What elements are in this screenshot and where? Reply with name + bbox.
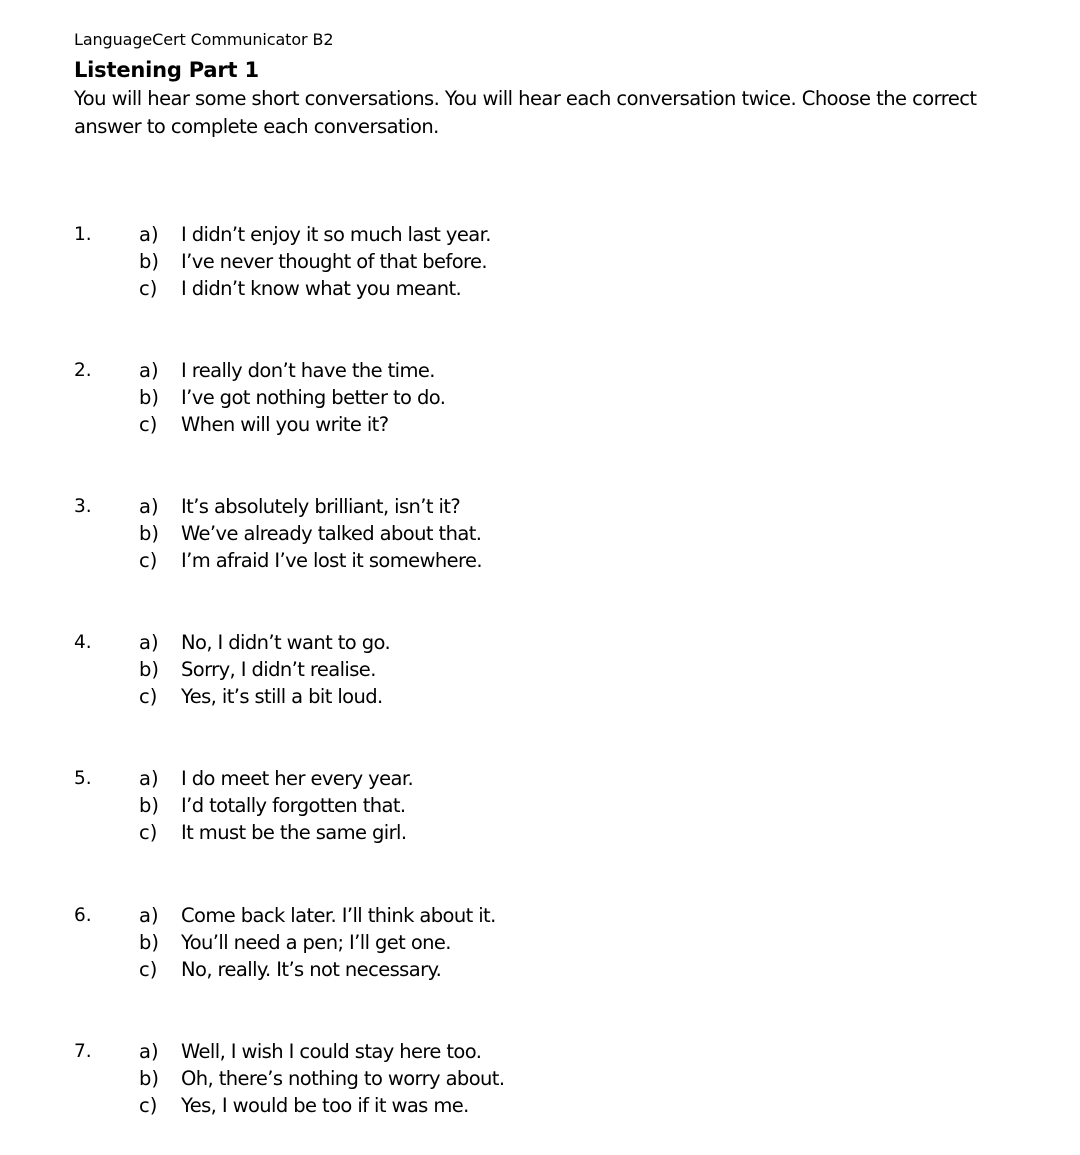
option-text: You’ll need a pen; I’ll get one. (181, 931, 451, 954)
option-text: I’d totally forgotten that. (181, 794, 406, 817)
option-b (0, 384, 1080, 411)
option-b (0, 520, 1080, 547)
option-c (0, 683, 1080, 710)
option-text: I really don’t have the time. (181, 359, 435, 382)
option-b (0, 792, 1080, 819)
instructions: You will hear some short conversations. You will hear each conversation twice. Choose the correct answer to complete each conversation. (74, 87, 977, 138)
option-letter: c) (139, 277, 158, 300)
option-letter: b) (139, 386, 159, 409)
option-letter: a) (139, 223, 159, 246)
option-a (0, 493, 1080, 520)
option-text: We’ve already talked about that. (181, 522, 482, 545)
question-2 (0, 357, 1080, 442)
question-1 (0, 221, 1080, 306)
option-b (0, 248, 1080, 275)
option-text: No, I didn’t want to go. (181, 631, 391, 654)
option-text: Oh, there’s nothing to worry about. (181, 1067, 505, 1090)
option-letter: b) (139, 1067, 159, 1090)
option-letter: b) (139, 931, 159, 954)
option-text: I’ve got nothing better to do. (181, 386, 446, 409)
question-number: 2. (74, 360, 92, 381)
option-c (0, 411, 1080, 438)
option-letter: c) (139, 413, 158, 436)
option-b (0, 656, 1080, 683)
option-a (0, 357, 1080, 384)
option-a (0, 221, 1080, 248)
option-a (0, 629, 1080, 656)
option-text: Yes, it’s still a bit loud. (181, 685, 383, 708)
option-letter: c) (139, 958, 158, 981)
option-c (0, 275, 1080, 302)
option-text: Well, I wish I could stay here too. (181, 1040, 482, 1063)
option-letter: c) (139, 685, 158, 708)
option-letter: a) (139, 767, 159, 790)
option-text: I do meet her every year. (181, 767, 414, 790)
exam-title: LanguageCert Communicator B2 (74, 30, 334, 49)
question-number: 6. (74, 905, 92, 926)
option-c (0, 1092, 1080, 1119)
option-text: I’m afraid I’ve lost it somewhere. (181, 549, 482, 572)
option-a (0, 902, 1080, 929)
option-text: I’ve never thought of that before. (181, 250, 488, 273)
question-3 (0, 493, 1080, 578)
option-letter: b) (139, 794, 159, 817)
option-c (0, 956, 1080, 983)
option-letter: b) (139, 250, 159, 273)
option-c (0, 547, 1080, 574)
option-b (0, 1065, 1080, 1092)
option-a (0, 1038, 1080, 1065)
option-letter: c) (139, 821, 158, 844)
option-text: When will you write it? (181, 413, 389, 436)
option-letter: b) (139, 522, 159, 545)
option-c (0, 819, 1080, 846)
question-7 (0, 1038, 1080, 1123)
option-text: No, really. It’s not necessary. (181, 958, 442, 981)
option-letter: a) (139, 359, 159, 382)
question-number: 7. (74, 1041, 92, 1062)
option-text: I didn’t enjoy it so much last year. (181, 223, 491, 246)
question-6 (0, 902, 1080, 987)
option-a (0, 765, 1080, 792)
option-letter: c) (139, 1094, 158, 1117)
option-letter: a) (139, 904, 159, 927)
option-text: Yes, I would be too if it was me. (181, 1094, 469, 1117)
option-letter: c) (139, 549, 158, 572)
option-letter: b) (139, 658, 159, 681)
question-5 (0, 765, 1080, 850)
option-text: Sorry, I didn’t realise. (181, 658, 376, 681)
option-letter: a) (139, 1040, 159, 1063)
option-text: Come back later. I’ll think about it. (181, 904, 496, 927)
option-letter: a) (139, 631, 159, 654)
question-number: 3. (74, 496, 92, 517)
option-text: I didn’t know what you meant. (181, 277, 462, 300)
option-text: It’s absolutely brilliant, isn’t it? (181, 495, 461, 518)
option-text: It must be the same girl. (181, 821, 407, 844)
option-letter: a) (139, 495, 159, 518)
question-number: 5. (74, 768, 92, 789)
question-number: 1. (74, 224, 92, 245)
section-title: Listening Part 1 (74, 58, 259, 82)
question-4 (0, 629, 1080, 714)
option-b (0, 929, 1080, 956)
question-number: 4. (74, 632, 92, 653)
